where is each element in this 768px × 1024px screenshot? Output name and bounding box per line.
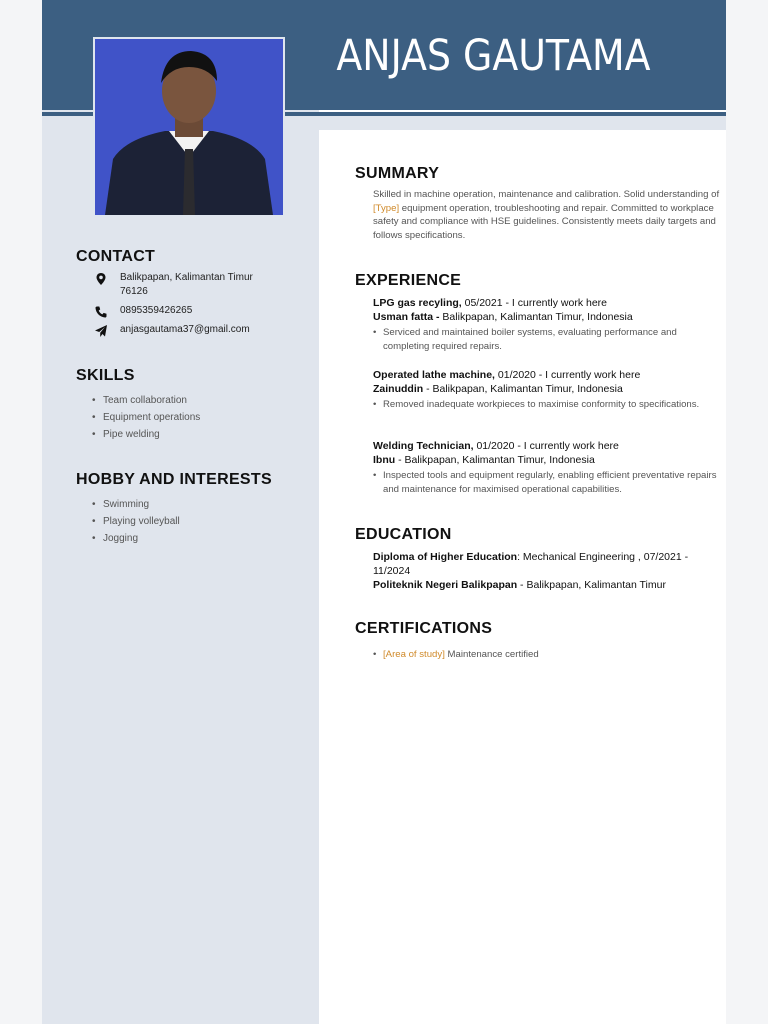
education-degree-line <box>373 550 725 578</box>
job-role-line <box>373 368 725 382</box>
job-role: LPG gas recyling, <box>373 297 462 309</box>
experience-heading: EXPERIENCE <box>355 272 462 289</box>
job-role-line <box>373 439 725 453</box>
contact-phone <box>94 304 304 319</box>
job-company-line <box>373 453 725 467</box>
summary-part: equipment operation, troubleshooting and repair. Committed to workplace safety and compliance with HSE guidelines. Consistently meets daily targets and follows specifications. <box>373 202 716 241</box>
list-item <box>373 648 539 662</box>
header-strip <box>319 116 726 130</box>
address-text: Balikpapan, Kalimantan Timur 76126 <box>120 272 253 297</box>
hobbies-heading: HOBBY AND INTERESTS <box>76 471 272 488</box>
job-company: Zainuddin <box>373 383 424 395</box>
experience-item <box>373 296 725 354</box>
person-photo-icon <box>95 39 283 215</box>
certifications-heading: CERTIFICATIONS <box>355 620 493 637</box>
contact-email <box>94 323 304 338</box>
resume-page <box>42 0 726 1024</box>
contact-heading: CONTACT <box>76 248 156 265</box>
job-bullets <box>373 469 725 497</box>
cert-text: Maintenance certified <box>444 649 539 660</box>
list-item: • Swimming <box>92 496 180 513</box>
summary-heading: SUMMARY <box>355 165 440 182</box>
education-heading: EDUCATION <box>355 526 452 543</box>
education-school-line <box>373 578 725 592</box>
list-item: • Serviced and maintained boiler systems, evaluating performance and completing required repairs. <box>373 326 725 354</box>
job-location: - Balikpapan, Kalimantan Timur, Indonesia <box>423 383 623 395</box>
job-bullets <box>373 326 725 354</box>
certifications-list <box>373 648 539 662</box>
job-company-line <box>373 310 725 324</box>
list-item: • Playing volleyball <box>92 513 180 530</box>
list-item: • Inspected tools and equipment regularly, enabling efficient preventative repairs and maintenance for maximised operational capabilities. <box>373 469 725 497</box>
education-field: : Mechanical Engineering , 07/2021 - 11/2024 <box>373 551 689 577</box>
list-item: • Jogging <box>92 530 180 547</box>
job-role: Operated lathe machine, <box>373 369 495 381</box>
job-dates: 01/2020 - I currently work here <box>494 369 641 381</box>
list-item: • Equipment operations <box>92 409 200 426</box>
profile-photo <box>93 37 285 217</box>
education-item <box>373 550 725 592</box>
skills-heading: SKILLS <box>76 367 135 384</box>
job-company-line <box>373 382 725 396</box>
job-role-line <box>373 296 725 310</box>
send-icon <box>94 324 108 338</box>
education-school: Politeknik Negeri Balikpapan <box>373 579 518 591</box>
education-degree: Diploma of Higher Education <box>373 551 518 563</box>
job-dates: 05/2021 - I currently work here <box>461 297 608 309</box>
list-item: • Team collaboration <box>92 392 200 409</box>
contact-address <box>94 271 304 299</box>
summary-part: Skilled in machine operation, maintenance and calibration. Solid understanding of <box>373 189 720 200</box>
resume-name: ANJAS GAUTAMA <box>336 31 651 81</box>
job-location: - Balikpapan, Kalimantan Timur, Indonesia <box>395 454 595 466</box>
email-text[interactable]: anjasgautama37@gmail.com <box>120 324 250 335</box>
location-pin-icon <box>94 272 108 286</box>
phone-icon <box>94 305 108 319</box>
hobbies-list <box>92 496 180 547</box>
experience-item <box>373 368 725 412</box>
job-bullets <box>373 398 725 412</box>
list-item: • Removed inadequate workpieces to maximise conformity to specifications. <box>373 398 725 412</box>
list-item: • Pipe welding <box>92 426 200 443</box>
education-location: - Balikpapan, Kalimantan Timur <box>517 579 666 591</box>
job-dates: 01/2020 - I currently work here <box>473 440 619 452</box>
job-role: Welding Technician, <box>373 440 474 452</box>
experience-item <box>373 439 725 497</box>
job-company: Usman fatta - <box>373 311 440 323</box>
job-location: Balikpapan, Kalimantan Timur, Indonesia <box>439 311 633 323</box>
summary-text <box>373 188 723 242</box>
job-company: Ibnu <box>373 454 396 466</box>
cert-placeholder-tag: [Area of study] <box>383 649 445 660</box>
summary-placeholder-tag: [Type] <box>373 202 400 214</box>
skills-list <box>92 392 200 443</box>
phone-text[interactable]: 0895359426265 <box>120 305 193 316</box>
